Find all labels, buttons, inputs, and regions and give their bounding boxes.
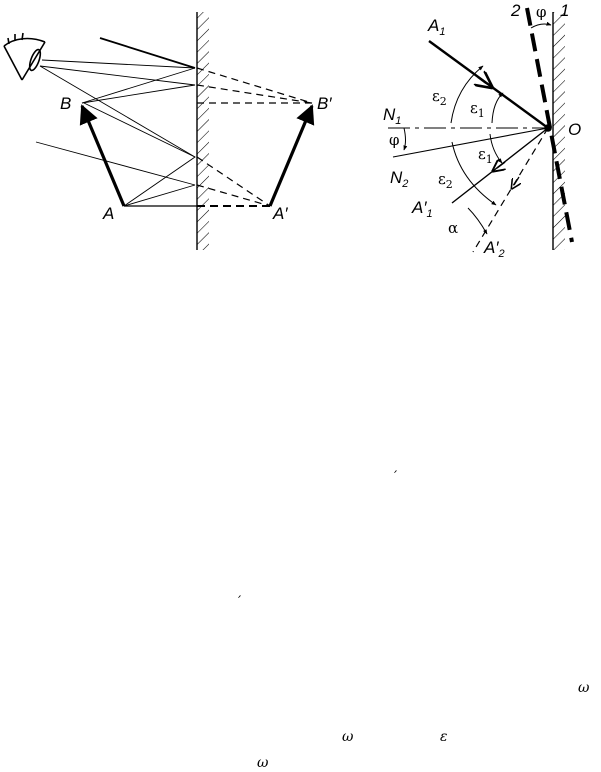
label-eps1-bot: $\varepsilon_1$ [478, 145, 493, 166]
stray-prime-1: ′ [394, 469, 398, 485]
pivot-point-O [544, 124, 552, 132]
label-O: O [568, 120, 582, 139]
left-mirror-figure [4, 12, 332, 250]
label-eps2-top: $\varepsilon_2$ [432, 87, 447, 108]
label-A2-prime: $A'_2$ [484, 238, 505, 260]
label-B: B [60, 94, 72, 113]
label-A: A [103, 204, 115, 223]
label-B-image: B′ [317, 94, 332, 113]
reflected-ray-2-chevron [514, 177, 519, 185]
eye-icon [4, 33, 45, 80]
label-alpha: α [448, 219, 459, 237]
arc-alpha [468, 208, 487, 234]
label-phi-left: φ [389, 131, 400, 149]
label-eps1-top: $\varepsilon_1$ [470, 99, 485, 120]
phi-arc-top [531, 24, 551, 28]
stray-prime-2: ′ [238, 594, 242, 610]
mirror-1-hatching [553, 12, 565, 250]
label-N1: $N_1$ [383, 105, 402, 127]
label-mirror-2: 2 [511, 1, 521, 20]
stray-omega-right: ω [578, 680, 590, 696]
image-arrow [270, 106, 312, 206]
incident-ray-chevron [478, 77, 486, 83]
incident-ray [429, 41, 548, 128]
label-A1: $A_1$ [428, 16, 446, 38]
arc-eps1-top [492, 93, 503, 123]
stray-omega-bottom: ω [257, 755, 269, 771]
phi-arc-left [404, 128, 406, 150]
right-mirror-figure [383, 1, 581, 260]
label-eps2-bot: $\varepsilon_2$ [438, 170, 453, 191]
label-A-image: A′ [273, 204, 288, 223]
label-N2: $N_2$ [390, 168, 409, 190]
stray-omega-mid: ω [342, 729, 354, 745]
reflected-ray-1-chevron [497, 162, 505, 168]
normal-N2 [393, 128, 548, 157]
left-virtual-rays [197, 68, 312, 206]
stray-glyphs [238, 469, 590, 771]
left-mirror-hatching [197, 12, 209, 250]
label-mirror-1: 1 [560, 1, 570, 20]
stray-epsilon-mid: ε [440, 729, 448, 745]
label-A1-prime: $A'_1$ [412, 198, 433, 220]
label-phi-top: φ [536, 3, 547, 21]
